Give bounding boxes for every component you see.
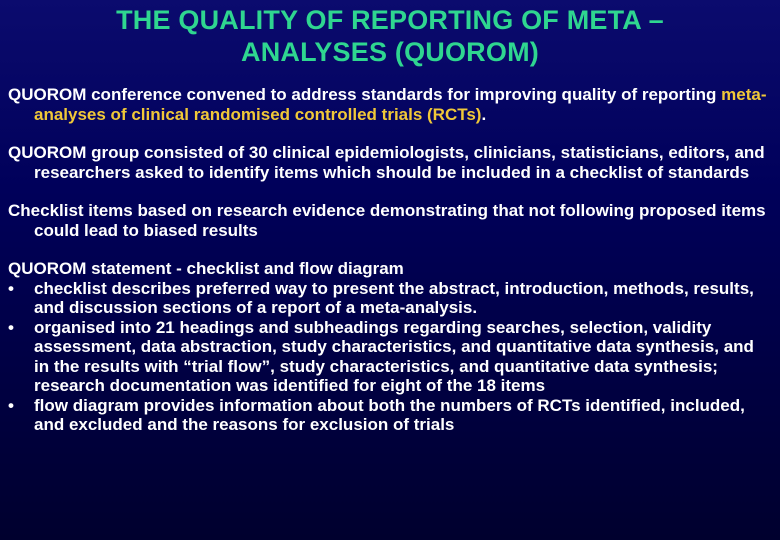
slide-body xyxy=(8,85,772,435)
bullet-text: checklist describes preferred way to present the abstract, introduction, methods, results, and discussion sections of a report of a meta-analysis. xyxy=(34,278,754,317)
bullet-icon: • xyxy=(8,317,14,337)
bullet-text: flow diagram provides information about both the numbers of RCTs identified, included, and excluded and the reasons for exclusion of trials xyxy=(34,395,745,434)
slide-title-line-2: ANALYSES (QUOROM) xyxy=(241,37,539,67)
bullet-icon: • xyxy=(8,395,14,415)
bullet-item xyxy=(8,396,772,435)
bullet-text: organised into 21 headings and subheadings regarding searches, selection, validity assessment, data abstraction, study characteristics, and quantitative data synthesis, and in the results with “trial flow”, study characteristics, and quantitative data synthesis; research documentation was identified for eight of the 18 items xyxy=(34,317,754,395)
slide-title-line-1: THE QUALITY OF REPORTING OF META – xyxy=(116,5,664,35)
bullet-item xyxy=(8,318,772,396)
paragraph-quorom-conference xyxy=(8,85,772,124)
bullet-icon: • xyxy=(8,278,14,298)
paragraph-checklist-items: Checklist items based on research evidence demonstrating that not following proposed items could lead to biased results xyxy=(8,201,766,240)
spacer xyxy=(8,182,772,201)
paragraph-quorom-group: QUOROM group consisted of 30 clinical epidemiologists, clinicians, statisticians, editors, and researchers asked to identify items which should be included in a checklist of standards xyxy=(8,143,765,182)
paragraph-text: . xyxy=(481,104,487,124)
spacer xyxy=(8,240,772,259)
slide-title xyxy=(0,4,780,68)
paragraph-quorom-statement: QUOROM statement - checklist and flow diagram xyxy=(8,259,404,278)
paragraph-text: QUOROM conference convened to address standards for improving quality of reporting xyxy=(8,85,722,104)
bullet-item xyxy=(8,279,772,318)
spacer xyxy=(8,124,772,143)
highlighted-text: meta-analyses of clinical randomised controlled trials (RCTs) xyxy=(34,85,767,124)
